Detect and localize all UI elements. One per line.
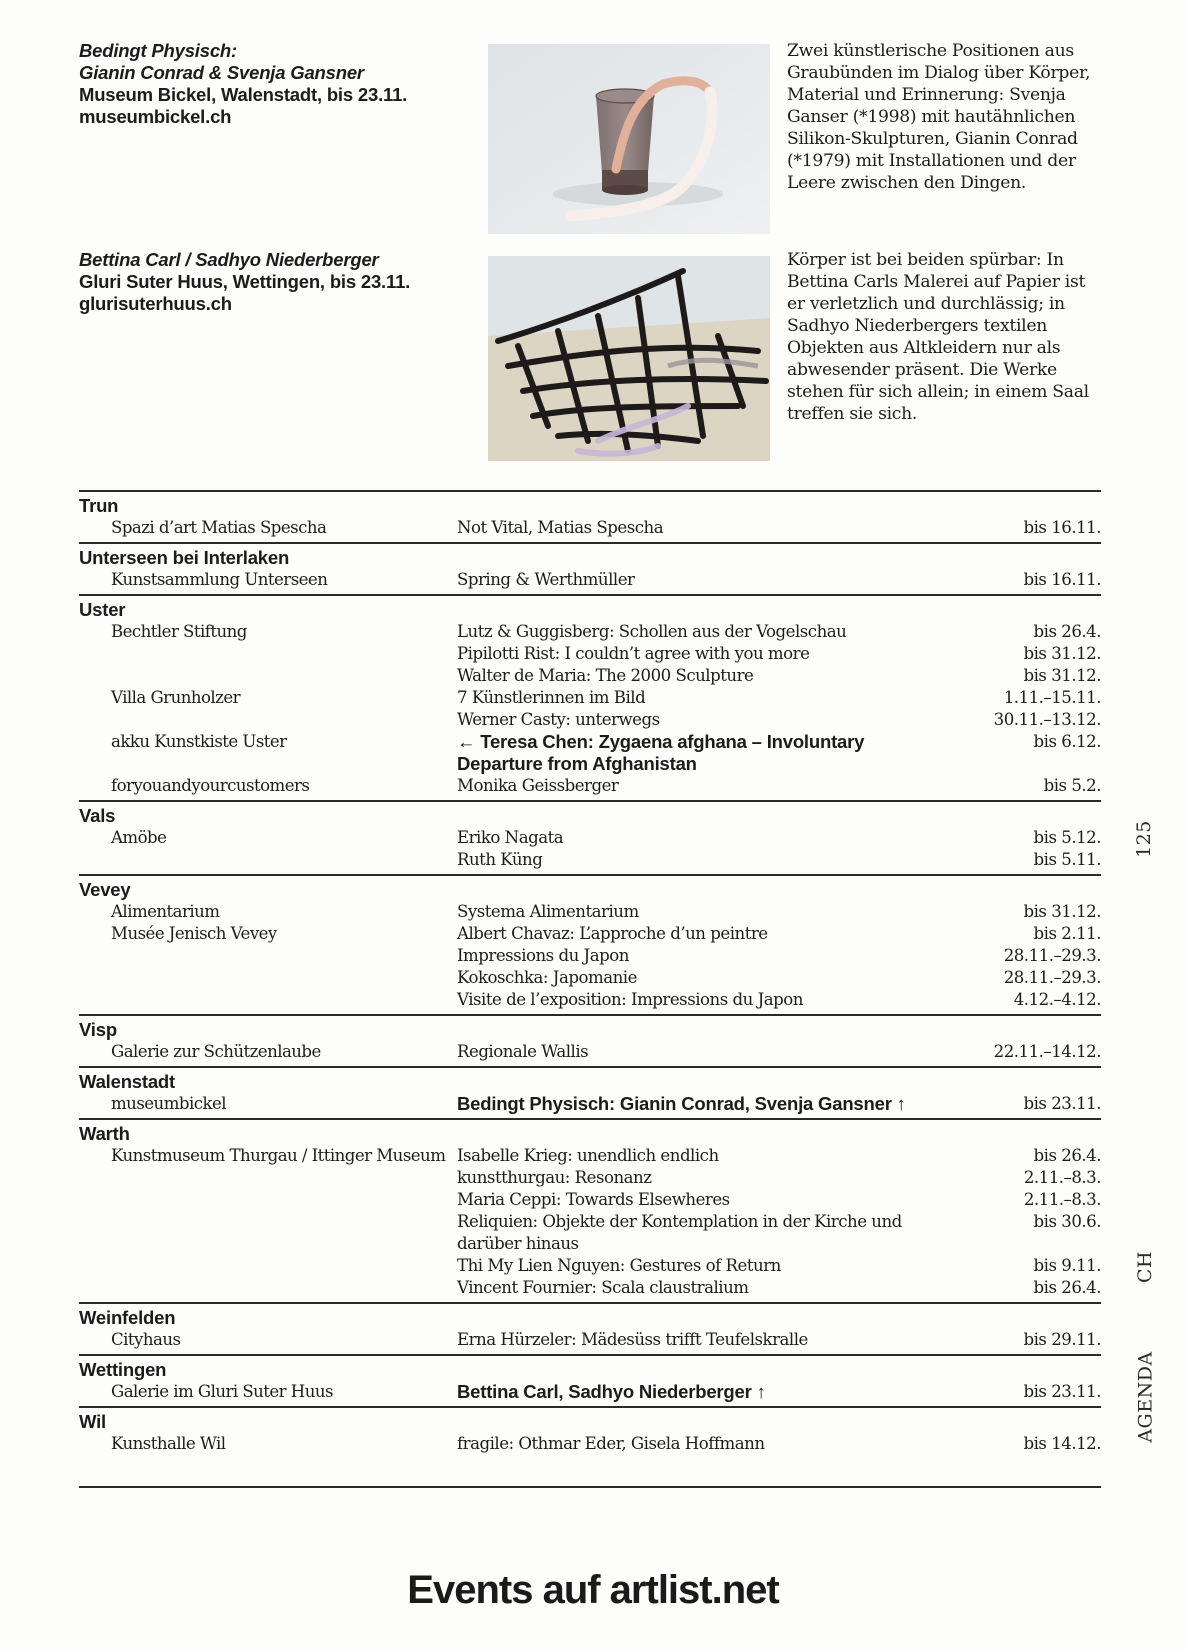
- event-title: Bedingt Physisch: Gianin Conrad, Svenja Gansner ↑: [457, 1093, 906, 1114]
- city-section: [79, 542, 1101, 594]
- event-title: Pipilotti Rist: I couldn’t agree with you more: [457, 644, 810, 663]
- event-title: Maria Ceppi: Towards Elsewheres: [457, 1190, 730, 1209]
- event-item: [457, 923, 1101, 945]
- event-list: [457, 731, 1101, 775]
- event-item: [457, 989, 1101, 1011]
- event-item: [457, 1277, 1101, 1299]
- event-list: [457, 827, 1101, 871]
- event-title: fragile: Othmar Eder, Gisela Hoffmann: [457, 1434, 765, 1453]
- event-list: [457, 901, 1101, 923]
- feature-venue: Gluri Suter Huus, Wettingen, bis 23.11.: [79, 271, 411, 292]
- event-item: [457, 945, 1101, 967]
- event-item: [457, 967, 1101, 989]
- glass-sculpture-photo: [488, 44, 770, 234]
- city-section: [79, 1302, 1101, 1354]
- venue-row: [79, 775, 1101, 797]
- event-date: bis 26.4.: [1033, 1146, 1101, 1165]
- city-name: Warth: [79, 1123, 130, 1144]
- event-date: bis 31.12.: [1023, 666, 1101, 685]
- venue-name: Kunsthalle Wil: [111, 1434, 226, 1453]
- event-item: [457, 1433, 1101, 1455]
- venue-row: [79, 569, 1101, 591]
- event-date: bis 16.11.: [1023, 570, 1101, 589]
- event-date: bis 9.11.: [1033, 1256, 1101, 1275]
- venue-row: [79, 731, 1101, 775]
- event-date: bis 5.12.: [1033, 828, 1101, 847]
- event-title: Isabelle Krieg: unendlich endlich: [457, 1146, 719, 1165]
- event-title: Visite de l’exposition: Impressions du Japon: [457, 990, 803, 1009]
- event-item: [457, 1167, 1101, 1189]
- event-item: [457, 569, 1101, 591]
- venue-name: Amöbe: [111, 828, 167, 847]
- event-date: bis 26.4.: [1033, 622, 1101, 641]
- event-list: [457, 923, 1101, 1011]
- event-item: [457, 849, 1101, 871]
- city-name: Walenstadt: [79, 1071, 175, 1092]
- city-section: [79, 800, 1101, 874]
- event-title: kunstthurgau: Resonanz: [457, 1168, 652, 1187]
- venue-row: [79, 621, 1101, 687]
- event-title: Kokoschka: Japomanie: [457, 968, 637, 987]
- event-date: bis 5.2.: [1043, 776, 1101, 795]
- venue-row: [79, 1433, 1101, 1455]
- event-item: [457, 775, 1101, 797]
- event-title: Systema Alimentarium: [457, 902, 639, 921]
- event-date: bis 23.11.: [1023, 1382, 1101, 1401]
- venue-name: Galerie im Gluri Suter Huus: [111, 1382, 333, 1401]
- event-item: [457, 1255, 1101, 1277]
- city-name: Vevey: [79, 879, 131, 900]
- feature-image-glass: [488, 44, 770, 234]
- event-title: Erna Hürzeler: Mädesüss trifft Teufelskralle: [457, 1330, 808, 1349]
- venue-row: [79, 1381, 1101, 1403]
- venue-row: [79, 901, 1101, 923]
- textile-net-photo: [488, 256, 770, 461]
- event-item: [457, 901, 1101, 923]
- city-name: Wil: [79, 1411, 106, 1432]
- venue-name: Alimentarium: [111, 902, 220, 921]
- feature-image-net: [488, 256, 770, 461]
- event-title: Regionale Wallis: [457, 1042, 589, 1061]
- page-number: 125: [1132, 820, 1155, 858]
- event-title: Lutz & Guggisberg: Schollen aus der Vogelschau: [457, 622, 847, 641]
- event-title: Eriko Nagata: [457, 828, 564, 847]
- city-section: [79, 1014, 1101, 1066]
- venue-row: [79, 1093, 1101, 1115]
- event-item: [457, 1189, 1101, 1211]
- venue-row: [79, 827, 1101, 871]
- venue-name: Villa Grunholzer: [111, 688, 241, 707]
- agenda-list: [79, 490, 1101, 1488]
- event-title: Vincent Fournier: Scala claustralium: [457, 1278, 749, 1297]
- event-title: Not Vital, Matias Spescha: [457, 518, 664, 537]
- event-date: bis 5.11.: [1033, 850, 1101, 869]
- footer-title[interactable]: Events auf artlist.net: [407, 1568, 779, 1612]
- event-list: [457, 775, 1101, 797]
- event-title: ← Teresa Chen: Zygaena afghana – Involuntary Departure from Afghanistan: [457, 731, 865, 774]
- venue-name: Galerie zur Schützenlaube: [111, 1042, 321, 1061]
- event-date: bis 6.12.: [1033, 732, 1101, 751]
- event-title: Werner Casty: unterwegs: [457, 710, 660, 729]
- venue-row: [79, 687, 1101, 731]
- event-list: [457, 621, 1101, 687]
- event-list: [457, 1093, 1101, 1115]
- event-item: [457, 827, 1101, 849]
- feature-venue: Museum Bickel, Walenstadt, bis 23.11.: [79, 84, 408, 105]
- feature-title: Bettina Carl / Sadhyo Niederberger: [79, 249, 379, 270]
- event-title: Impressions du Japon: [457, 946, 629, 965]
- event-date: bis 14.12.: [1023, 1434, 1101, 1453]
- event-date: 28.11.–29.3.: [1003, 946, 1101, 965]
- event-date: 28.11.–29.3.: [1003, 968, 1101, 987]
- city-name: Unterseen bei Interlaken: [79, 547, 290, 568]
- venue-name: Cityhaus: [111, 1330, 181, 1349]
- event-title: Bettina Carl, Sadhyo Niederberger ↑: [457, 1381, 766, 1402]
- event-date: bis 30.6.: [1033, 1212, 1101, 1231]
- event-date: bis 31.12.: [1023, 644, 1101, 663]
- event-item: [457, 1145, 1101, 1167]
- feature-info: [79, 40, 459, 128]
- event-title: Spring & Werthmüller: [457, 570, 635, 589]
- feature-description: Zwei künstlerische Positionen aus Graubünden im Dialog über Körper, Material und Erinnerung: Svenja Ganser (*1998) mit hautähnlichen Silikon-Skulpturen, Gianin Conrad (*1979) mit Installationen und der Leere zwischen den Dingen.: [787, 41, 1091, 193]
- feature-url[interactable]: glurisuterhuus.ch: [79, 293, 232, 314]
- city-name: Vals: [79, 805, 116, 826]
- end-divider: [79, 1486, 1101, 1488]
- venue-name: museumbickel: [111, 1094, 226, 1113]
- event-date: 1.11.–15.11.: [1003, 688, 1101, 707]
- event-item: [457, 665, 1101, 687]
- venue-name: foryouandyourcustomers: [111, 776, 310, 795]
- event-date: bis 16.11.: [1023, 518, 1101, 537]
- event-list: [457, 1381, 1101, 1403]
- event-list: [457, 1433, 1101, 1455]
- city-section: [79, 1354, 1101, 1406]
- feature-title: Bedingt Physisch:: [79, 40, 237, 61]
- venue-row: [79, 1329, 1101, 1351]
- event-date: 22.11.–14.12.: [993, 1042, 1101, 1061]
- event-title: Thi My Lien Nguyen: Gestures of Return: [457, 1256, 781, 1275]
- event-date: bis 23.11.: [1023, 1094, 1101, 1113]
- event-title: Ruth Küng: [457, 850, 543, 869]
- event-date: bis 26.4.: [1033, 1278, 1101, 1297]
- event-item: [457, 1381, 1101, 1403]
- city-section: [79, 874, 1101, 1014]
- feature-description: Körper ist bei beiden spürbar: In Bettina Carls Malerei auf Papier ist er verletzlich und durchlässig; in Sadhyo Niederbergers textilen Objekten aus Altkleidern nur als abwesender präsent. Die Werke stehen für sich allein; in einem Saal treffen sie sich.: [787, 250, 1089, 424]
- venue-name: akku Kunstkiste Uster: [111, 732, 287, 751]
- event-date: 30.11.–13.12.: [993, 710, 1101, 729]
- city-name: Wettingen: [79, 1359, 167, 1380]
- event-item: [457, 687, 1101, 709]
- city-name: Trun: [79, 495, 119, 516]
- event-list: [457, 517, 1101, 539]
- venue-name: Kunstmuseum Thurgau / Ittinger Museum: [111, 1146, 446, 1165]
- feature-url[interactable]: museumbickel.ch: [79, 106, 232, 127]
- event-title: Walter de Maria: The 2000 Sculpture: [457, 666, 754, 685]
- event-title: 7 Künstlerinnen im Bild: [457, 688, 646, 707]
- event-item: [457, 517, 1101, 539]
- event-date: 2.11.–8.3.: [1023, 1168, 1101, 1187]
- venue-row: [79, 517, 1101, 539]
- event-date: bis 31.12.: [1023, 902, 1101, 921]
- event-item: [457, 1329, 1101, 1351]
- city-name: Uster: [79, 599, 126, 620]
- event-date: 2.11.–8.3.: [1023, 1190, 1101, 1209]
- venue-row: [79, 923, 1101, 1011]
- event-item: [457, 1041, 1101, 1063]
- event-date: 4.12.–4.12.: [1013, 990, 1101, 1009]
- event-item: [457, 643, 1101, 665]
- event-list: [457, 1329, 1101, 1351]
- venue-name: Spazi d’art Matias Spescha: [111, 518, 327, 537]
- event-item: [457, 621, 1101, 643]
- city-name: Weinfelden: [79, 1307, 176, 1328]
- venue-name: Bechtler Stiftung: [111, 622, 247, 641]
- event-date: bis 29.11.: [1023, 1330, 1101, 1349]
- city-section: [79, 490, 1101, 542]
- venue-name: Musée Jenisch Vevey: [111, 924, 277, 943]
- feature-info: [79, 249, 459, 315]
- event-title: Monika Geissberger: [457, 776, 619, 795]
- venue-row: [79, 1041, 1101, 1063]
- feature-artists: Gianin Conrad & Svenja Gansner: [79, 62, 364, 83]
- event-list: [457, 1041, 1101, 1063]
- event-item: [457, 709, 1101, 731]
- event-list: [457, 1145, 1101, 1299]
- event-list: [457, 687, 1101, 731]
- section-label: CH: [1134, 1250, 1157, 1284]
- city-section: [79, 594, 1101, 800]
- event-title: Albert Chavaz: L’approche d’un peintre: [457, 924, 768, 943]
- city-section: [79, 1118, 1101, 1302]
- city-section: [79, 1066, 1101, 1118]
- event-date: bis 2.11.: [1033, 924, 1101, 943]
- event-item: [457, 731, 1101, 775]
- city-name: Visp: [79, 1019, 117, 1040]
- event-title: Reliquien: Objekte der Kontemplation in der Kirche und darüber hinaus: [457, 1212, 902, 1253]
- city-section: [79, 1406, 1101, 1458]
- event-item: [457, 1093, 1101, 1115]
- event-list: [457, 569, 1101, 591]
- category-label: AGENDA: [1134, 1351, 1157, 1443]
- venue-name: Kunstsammlung Unterseen: [111, 570, 328, 589]
- event-item: [457, 1211, 1101, 1255]
- venue-row: [79, 1145, 1101, 1299]
